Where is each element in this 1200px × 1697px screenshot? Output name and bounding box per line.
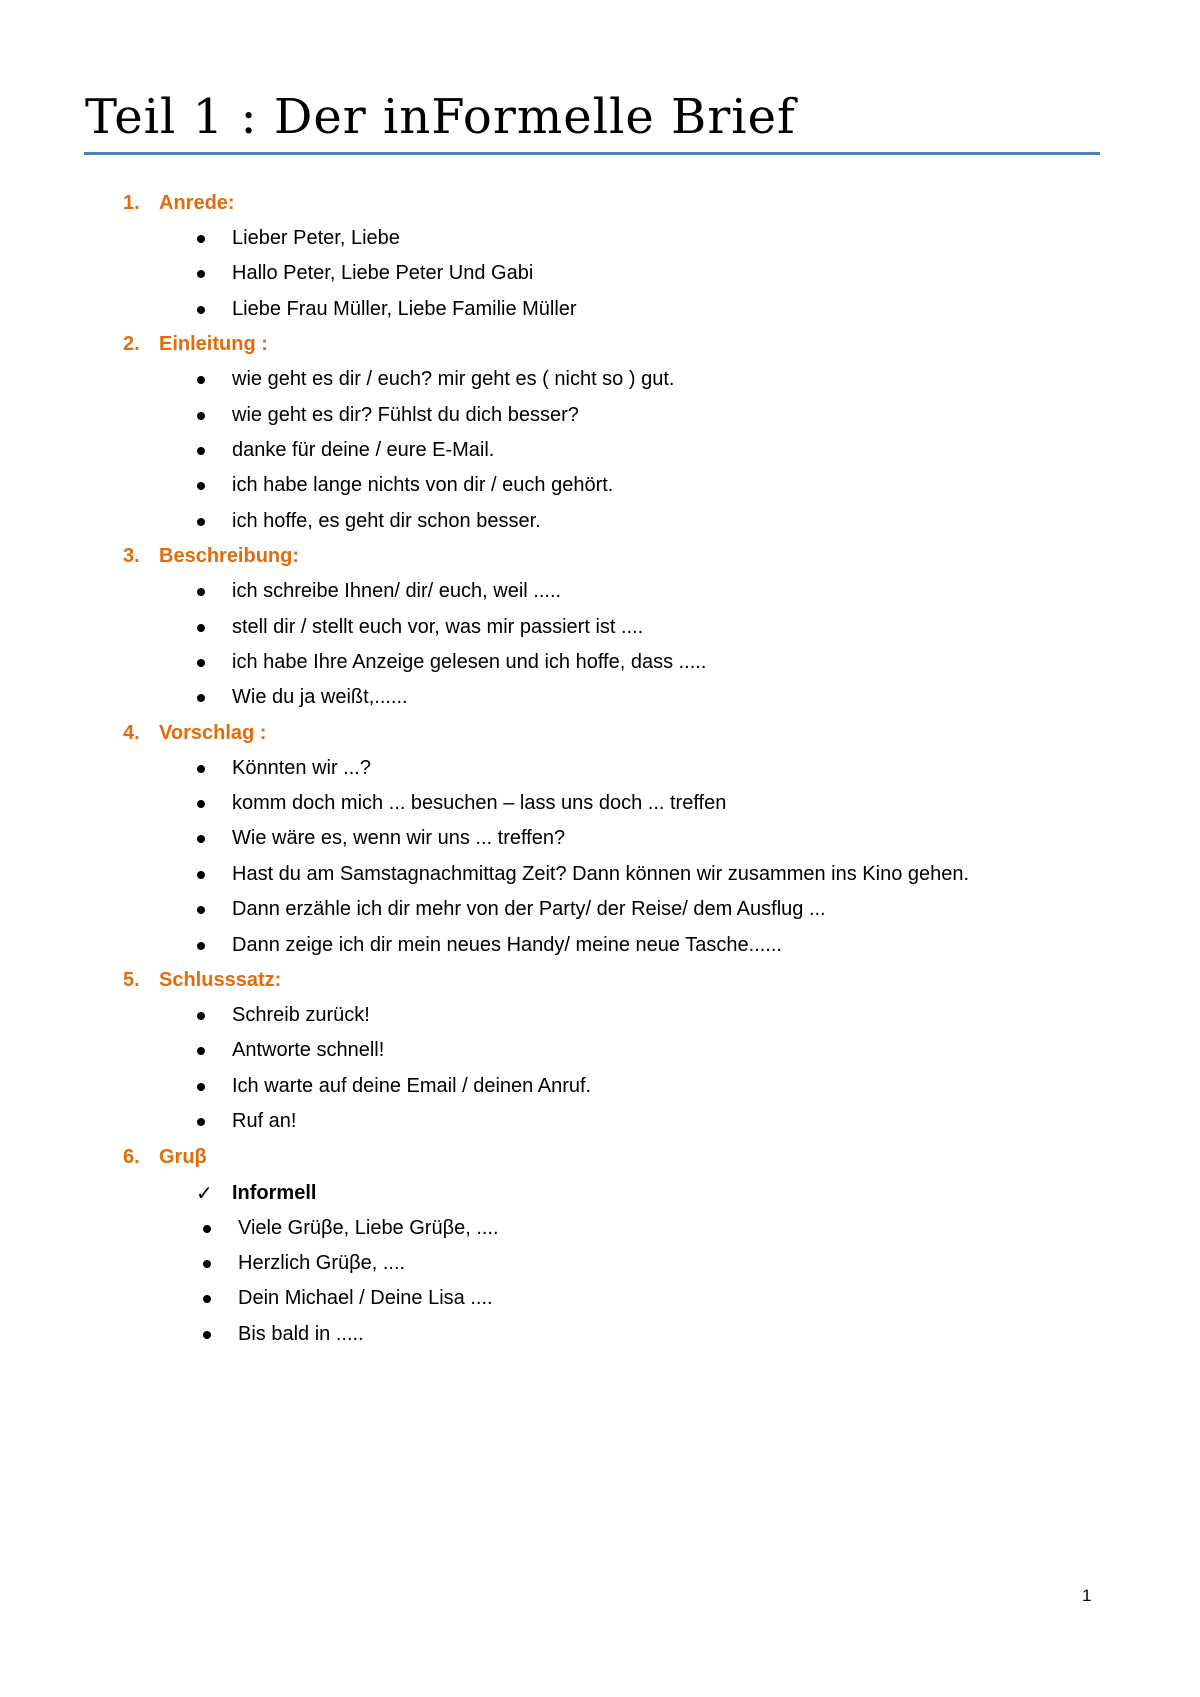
section-heading-einleitung: [0, 327, 1200, 362]
bullet-icon: [197, 235, 205, 243]
bullet-icon: [197, 270, 205, 278]
list-item-text: Hast du am Samstagnachmittag Zeit? Dann können wir zusammen ins Kino gehen.: [232, 862, 970, 885]
bullet-icon: [197, 412, 205, 420]
checklist-item-informell: [0, 1175, 1200, 1211]
list-item-text: Dann zeige ich dir mein neues Handy/ meine neue Tasche......: [232, 933, 782, 956]
list-item-text: Wie wäre es, wenn wir uns ... treffen?: [232, 827, 566, 850]
list-item: [0, 821, 1200, 856]
bullet-icon: [197, 659, 205, 667]
list-item-text: stell dir / stellt euch vor, was mir passiert ist ....: [232, 615, 644, 638]
bullet-icon: [203, 1295, 211, 1303]
list-item-text: wie geht es dir / euch? mir geht es ( nicht so ) gut.: [232, 368, 675, 391]
bullet-icon: [197, 1118, 205, 1126]
list-item: [0, 574, 1200, 609]
page-title: Teil 1 : Der inFormelle Brief: [85, 89, 796, 145]
list-item: [0, 1069, 1200, 1104]
list-item: [0, 892, 1200, 927]
list-item-text: ich habe Ihre Anzeige gelesen und ich hoffe, dass .....: [232, 650, 707, 673]
list-item-text: ich schreibe Ihnen/ dir/ euch, weil .....: [232, 580, 562, 603]
list-item-text: Dein Michael / Deine Lisa ....: [238, 1287, 493, 1310]
list-item: [0, 468, 1200, 503]
section-number: 1.: [123, 192, 140, 214]
section-label: Gruβ: [159, 1145, 207, 1168]
section-heading-anrede: [0, 186, 1200, 221]
section-list: [0, 186, 1200, 1352]
section-heading-vorschlag: [0, 716, 1200, 751]
list-item: [0, 928, 1200, 963]
list-item: [0, 398, 1200, 433]
bullet-icon: [197, 482, 205, 490]
section-number: 3.: [123, 545, 140, 568]
section-number: 6.: [123, 1145, 140, 1168]
bullet-icon: [197, 765, 205, 773]
bullet-icon: [203, 1260, 211, 1268]
list-item-text: Herzlich Grüβe, ....: [238, 1251, 406, 1274]
list-item-text: komm doch mich ... besuchen – lass uns doch ... treffen: [232, 792, 727, 815]
bullet-icon: [197, 1047, 205, 1055]
list-item-text: Bis bald in .....: [238, 1322, 364, 1345]
bullet-icon: [197, 1012, 205, 1020]
checklist-item-label: Informell: [232, 1181, 317, 1204]
list-item-text: Liebe Frau Müller, Liebe Familie Müller: [232, 297, 577, 320]
bullet-icon: [197, 306, 205, 314]
section-heading-schlusssatz: [0, 963, 1200, 998]
section-number: 2.: [123, 333, 140, 356]
section-label: Beschreibung:: [159, 545, 300, 568]
list-item-text: Antworte schnell!: [232, 1039, 385, 1062]
list-item: [0, 1317, 1200, 1352]
list-item-text: Hallo Peter, Liebe Peter Und Gabi: [232, 262, 534, 285]
list-item: [0, 857, 1200, 892]
section-label: Schlusssatz:: [159, 969, 282, 992]
bullet-icon: [197, 942, 205, 950]
bullet-icon: [197, 518, 205, 526]
list-item: [0, 751, 1200, 786]
list-item-text: Ruf an!: [232, 1110, 297, 1133]
section-label: Anrede:: [159, 192, 235, 214]
section-number: 5.: [123, 969, 140, 992]
bullet-icon: [203, 1225, 211, 1233]
bullet-icon: [197, 447, 205, 455]
list-item: [0, 221, 1200, 256]
list-item: [0, 998, 1200, 1033]
list-item: [0, 256, 1200, 291]
list-item-text: Dann erzähle ich dir mehr von der Party/ der Reise/ dem Ausflug ...: [232, 898, 826, 921]
list-item: [0, 1033, 1200, 1068]
list-item: [0, 1246, 1200, 1281]
list-item: [0, 786, 1200, 821]
list-item: [0, 1104, 1200, 1139]
list-item: [0, 433, 1200, 468]
section-label: Vorschlag :: [159, 721, 267, 744]
bullet-icon: [197, 376, 205, 384]
bullet-icon: [197, 588, 205, 596]
bullet-icon: [197, 694, 205, 702]
list-item: [0, 362, 1200, 397]
section-number: 4.: [123, 721, 140, 744]
bullet-icon: [197, 1083, 205, 1091]
bullet-icon: [197, 835, 205, 843]
list-item: [0, 292, 1200, 327]
list-item: [0, 1281, 1200, 1316]
check-mark-icon: ✓: [196, 1180, 213, 1205]
list-item-text: wie geht es dir? Fühlst du dich besser?: [232, 403, 579, 426]
list-item-text: danke für deine / eure E-Mail.: [232, 438, 495, 461]
list-item-text: Schreib zurück!: [232, 1004, 370, 1027]
list-item-text: Lieber Peter, Liebe: [232, 227, 400, 249]
bullet-icon: [197, 800, 205, 808]
list-item: [0, 1211, 1200, 1246]
bullet-icon: [197, 871, 205, 879]
bullet-icon: [203, 1331, 211, 1339]
list-item-text: Viele Grüβe, Liebe Grüβe, ....: [238, 1216, 499, 1239]
list-item: [0, 645, 1200, 680]
list-item-text: Könnten wir ...?: [232, 756, 371, 779]
list-item-text: ich hoffe, es geht dir schon besser.: [232, 509, 541, 532]
section-label: Einleitung :: [159, 333, 268, 356]
list-item-text: ich habe lange nichts von dir / euch gehört.: [232, 474, 614, 497]
section-heading-gruss: [0, 1140, 1200, 1175]
list-item: [0, 680, 1200, 715]
list-item: [0, 610, 1200, 645]
title-underline: [84, 152, 1100, 155]
list-item: [0, 504, 1200, 539]
bullet-icon: [197, 906, 205, 914]
section-heading-beschreibung: [0, 539, 1200, 574]
page-number: 1: [1082, 1586, 1092, 1605]
list-item-text: Ich warte auf deine Email / deinen Anruf.: [232, 1074, 592, 1097]
bullet-icon: [197, 624, 205, 632]
list-item-text: Wie du ja weißt,......: [232, 686, 408, 709]
